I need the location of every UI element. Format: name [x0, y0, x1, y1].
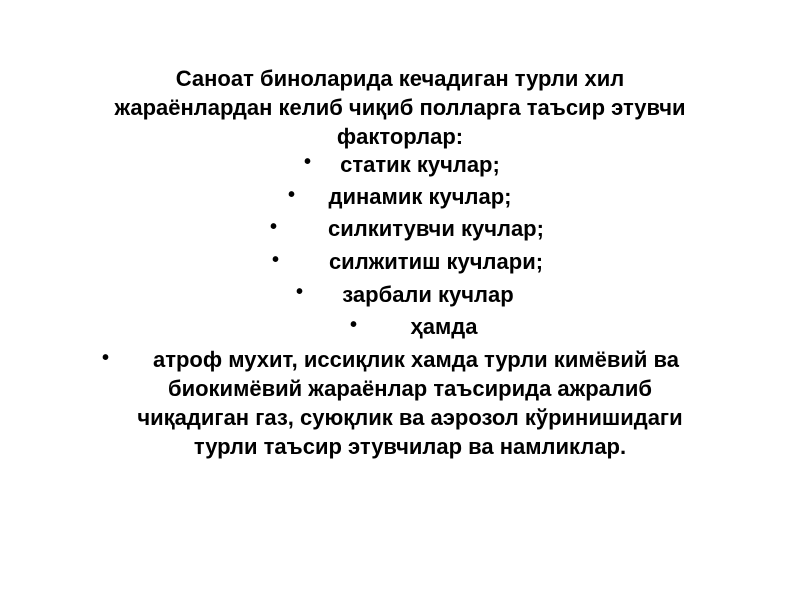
- bullet-marker: •: [270, 216, 278, 238]
- title-line: факторлар:: [336, 124, 464, 149]
- long-item-line: атроф мухит, иссиқлик хамда турли кимёвий ва: [152, 347, 680, 372]
- list-item-environment: [60, 345, 760, 461]
- list-item-and: ҳамда: [410, 314, 478, 339]
- bullet-marker: •: [272, 249, 280, 271]
- title-line: Саноат биноларида кечадиган турли хил: [175, 66, 625, 91]
- long-item-line: чиқадиган газ, суюқлик ва аэрозол кўринишидаги: [137, 405, 683, 430]
- bullet-marker: •: [304, 151, 312, 173]
- list-item-shear-forces: силжитиш кучлари;: [328, 249, 544, 274]
- long-item-line: биокимёвий жараёнлар таъсирида ажралиб: [167, 376, 653, 401]
- title-line: жараёнлардан келиб чиқиб полларга таъсир этувчи: [114, 95, 686, 120]
- bullet-marker: •: [350, 314, 358, 336]
- long-item-line: турли таъсир этувчилар ва намликлар.: [193, 434, 627, 459]
- list-item-impact-forces: зарбали кучлар: [342, 282, 514, 307]
- bullet-marker: •: [296, 281, 304, 303]
- list-item-dynamic-forces: динамик кучлар;: [328, 184, 512, 209]
- slide-title: [60, 64, 740, 151]
- bullet-marker: •: [102, 347, 110, 369]
- bullet-marker: •: [288, 184, 296, 206]
- list-item-vibration-forces: силкитувчи кучлар;: [328, 216, 544, 241]
- list-item-static-forces: статик кучлар;: [340, 152, 500, 177]
